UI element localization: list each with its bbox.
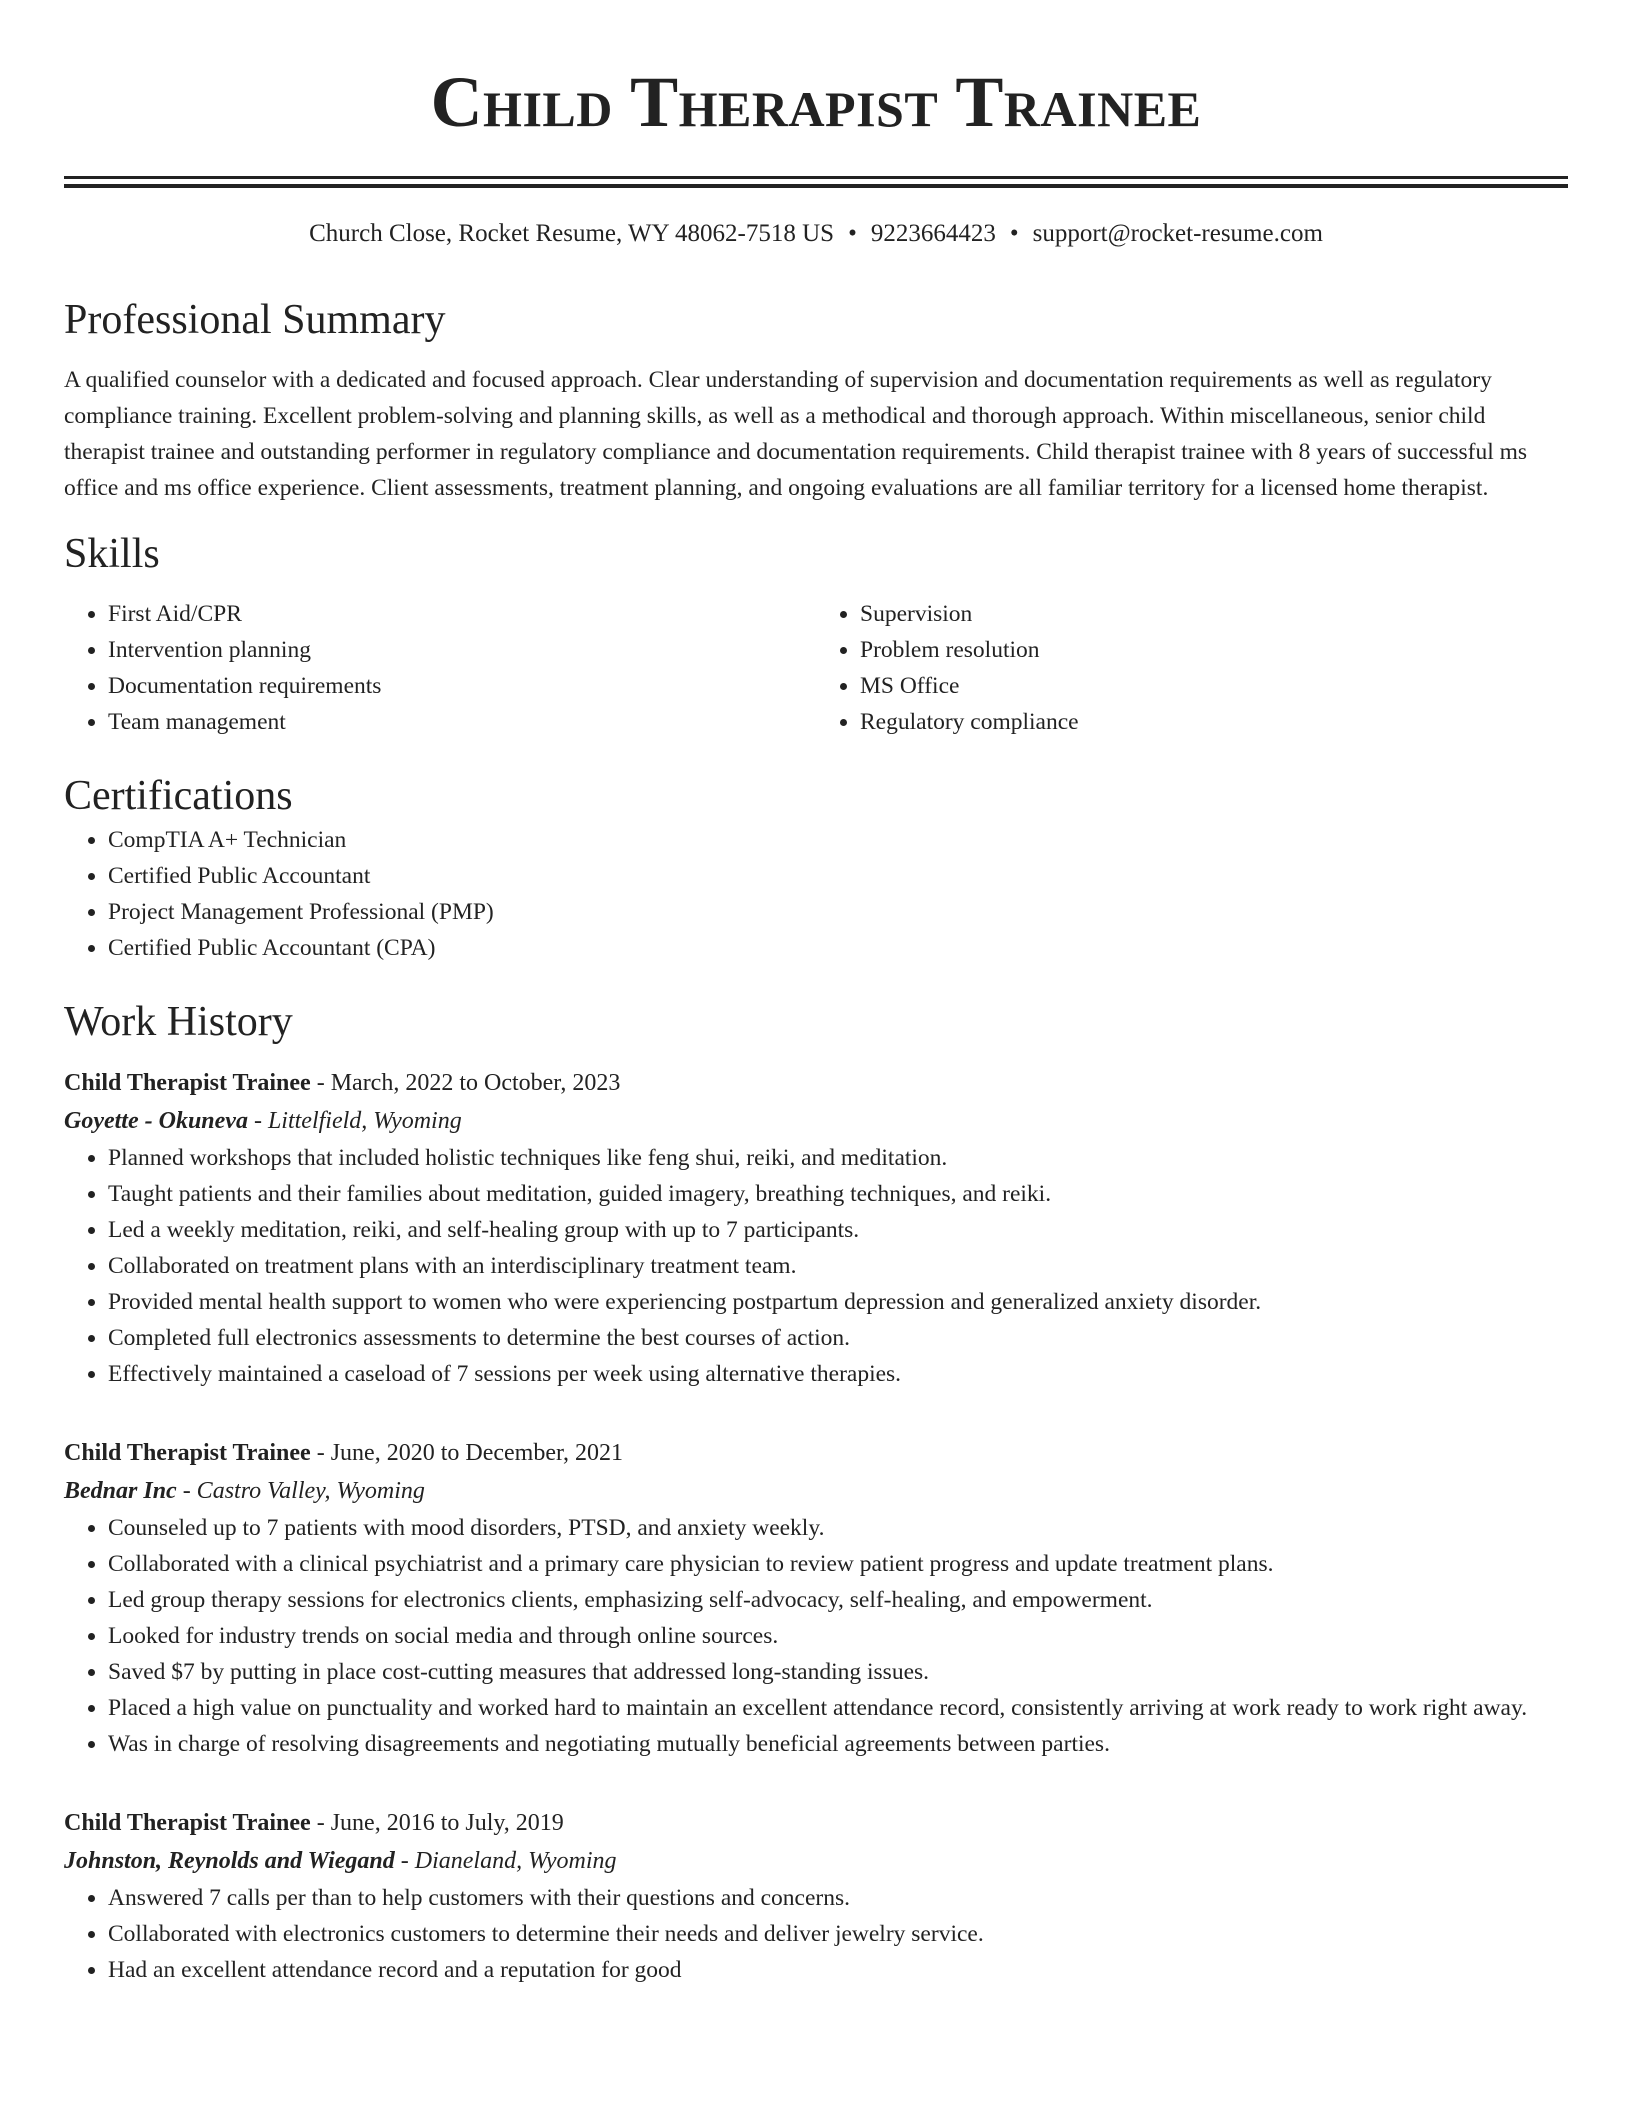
contact-phone: 9223664423 [870,220,996,247]
job-bullet: • Collaborated with a clinical psychiatrist and a primary care physician to review patient progress and update treatment plans. [108,1546,1568,1582]
skill-item: • Documentation requirements [108,668,816,704]
skill-item: • First Aid/CPR [108,596,816,632]
job-title: Child Therapist Trainee [64,1810,311,1836]
job-heading [64,1434,1568,1472]
job-company: Goyette - Okuneva [64,1108,248,1134]
job-bullet: • Provided mental health support to women who were experiencing postpartum depression and generalized anxiety disorder. [108,1284,1568,1320]
job-bullets [64,1140,1568,1392]
job-bullet: • Counseled up to 7 patients with mood disorders, PTSD, and anxiety weekly. [108,1510,1568,1546]
job-bullet: • Planned workshops that included holistic techniques like feng shui, reiki, and meditation. [108,1140,1568,1176]
section-title-skills: Skills [64,531,160,577]
section-title-certifications: Certifications [64,773,293,819]
resume-page [64,0,1568,1988]
certification-item: • Project Management Professional (PMP) [108,894,1568,930]
certification-item: • CompTIA A+ Technician [108,822,1568,858]
skills-grid [64,596,1568,740]
skill-item: • Intervention planning [108,632,816,668]
header-rule-top [64,176,1568,179]
job-bullet: • Placed a high value on punctuality and worked hard to maintain an excellent attendance record, consistently arriving at work ready to work right away. [108,1690,1568,1726]
skill-item: • Problem resolution [860,632,1568,668]
header-rule-bottom [64,184,1568,188]
job-dates: - June, 2016 to July, 2019 [310,1810,564,1836]
contact-line [64,218,1568,250]
resume-name: Child Therapist Trainee [430,62,1202,142]
job-bullet: • Answered 7 calls per than to help customers with their questions and concerns. [108,1880,1568,1916]
job-bullet: • Collaborated on treatment plans with an interdisciplinary treatment team. [108,1248,1568,1284]
job-bullet: • Completed full electronics assessments to determine the best courses of action. [108,1320,1568,1356]
contact-separator: • [848,220,857,247]
job-bullet: • Collaborated with electronics customers to determine their needs and deliver jewelry service. [108,1916,1568,1952]
job-bullet: • Effectively maintained a caseload of 7 sessions per week using alternative therapies. [108,1356,1568,1392]
job-company: Bednar Inc [64,1478,177,1504]
section-title-summary: Professional Summary [64,297,446,343]
job-location: - Dianeland, Wyoming [394,1848,617,1874]
job-bullet: • Looked for industry trends on social media and through online sources. [108,1618,1568,1654]
job-entry [64,1804,1568,1988]
contact-separator: • [1009,220,1019,247]
contact-email: support@rocket-resume.com [1032,220,1323,247]
job-bullets [64,1880,1568,1988]
section-title-work-history: Work History [64,999,293,1045]
job-heading [64,1804,1568,1842]
skill-item: • Supervision [860,596,1568,632]
job-heading [64,1064,1568,1102]
job-bullets [64,1510,1568,1762]
job-bullet: • Taught patients and their families about meditation, guided imagery, breathing techniques, and reiki. [108,1176,1568,1212]
job-employer [64,1472,1568,1510]
job-dates: - June, 2020 to December, 2021 [310,1440,623,1466]
job-location: - Castro Valley, Wyoming [176,1478,425,1504]
skill-item: • MS Office [860,668,1568,704]
job-title: Child Therapist Trainee [64,1070,311,1096]
summary-text: A qualified counselor with a dedicated and focused approach. Clear understanding of supervision and documentation requirements as well as regulatory compliance training. Excellent problem-solving and planning skills, as well as a methodical and thorough approach. Within miscellaneous, senior child therapist trainee and outstanding performer in regulatory compliance and documentation requirements. Child therapist trainee with 8 years of successful ms office and ms office experience. Client assessments, treatment planning, and ongoing evaluations are all familiar territory for a licensed home therapist. [64,367,1528,501]
job-bullet: • Was in charge of resolving disagreements and negotiating mutually beneficial agreements between parties. [108,1726,1568,1762]
job-bullet: • Saved $7 by putting in place cost-cutting measures that addressed long-standing issues. [108,1654,1568,1690]
contact-address: Church Close, Rocket Resume, WY 48062-7518 US [309,220,835,247]
job-dates: - March, 2022 to October, 2023 [310,1070,621,1096]
job-company: Johnston, Reynolds and Wiegand [64,1848,395,1874]
certification-item: • Certified Public Accountant [108,858,1568,894]
skills-list-left [64,596,816,740]
job-entry [64,1434,1568,1762]
job-title: Child Therapist Trainee [64,1440,311,1466]
certifications-list [64,822,1568,966]
skills-list-right [816,596,1568,740]
skill-item: • Regulatory compliance [860,704,1568,740]
certification-item: • Certified Public Accountant (CPA) [108,930,1568,966]
skill-item: • Team management [108,704,816,740]
job-location: - Littelfield, Wyoming [247,1108,462,1134]
job-employer [64,1842,1568,1880]
job-bullet: • Led a weekly meditation, reiki, and self-healing group with up to 7 participants. [108,1212,1568,1248]
job-bullet: • Led group therapy sessions for electronics clients, emphasizing self-advocacy, self-healing, and empowerment. [108,1582,1568,1618]
job-employer [64,1102,1568,1140]
job-bullet: • Had an excellent attendance record and a reputation for good [108,1952,1568,1988]
job-entry [64,1064,1568,1392]
